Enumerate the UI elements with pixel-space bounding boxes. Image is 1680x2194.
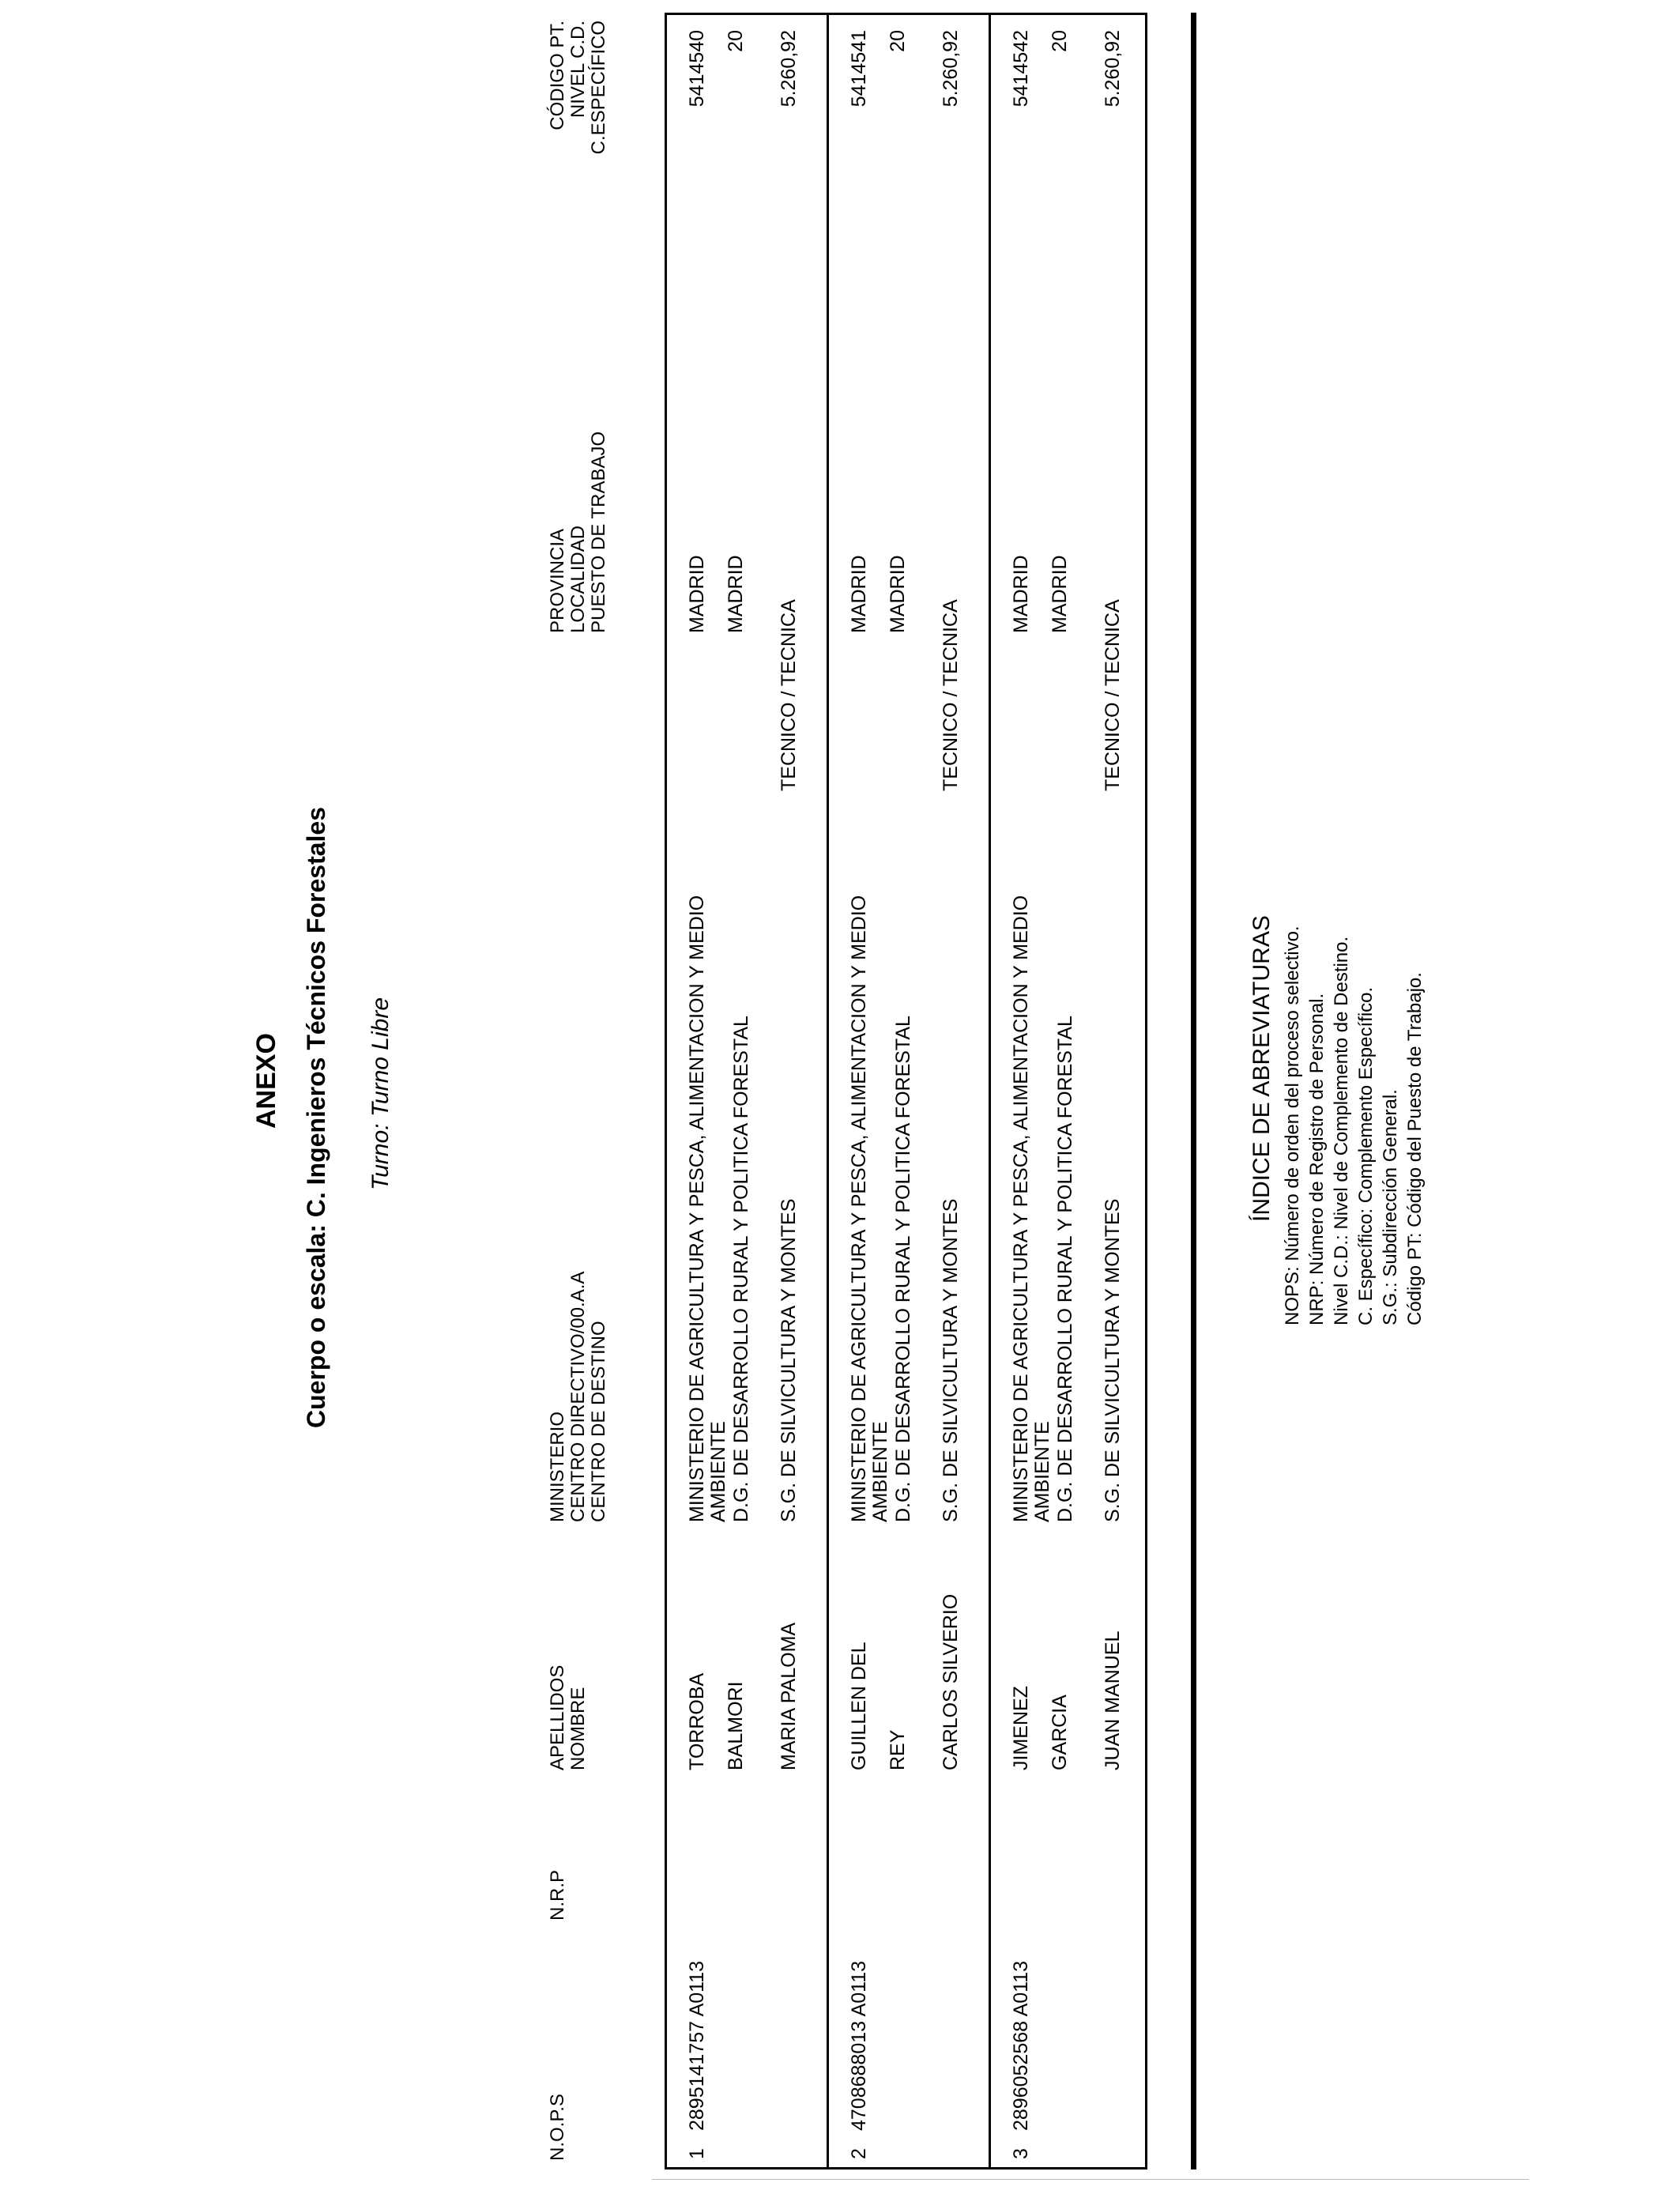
- row-ministerio-1: MINISTERIO DE AGRICULTURA Y PESCA, ALIMENTACION Y MEDIO: [1010, 895, 1032, 1522]
- turno-value: Turno Libre: [367, 997, 394, 1118]
- row-nombre: CARLOS SILVERIO: [940, 1593, 962, 1770]
- header-ministerio: MINISTERIO: [547, 1411, 568, 1522]
- header-especifico: C.ESPECÍFICO: [588, 21, 609, 155]
- row-puesto: TECNICO / TECNICA: [778, 599, 800, 791]
- header-provincia-block: [548, 432, 609, 633]
- header-apellidos-nombre: [548, 1665, 589, 1770]
- legend-line: C. Específico: Complemento Específico.: [1355, 986, 1377, 1325]
- row-nops: 1: [686, 2148, 708, 2159]
- header-puesto: PUESTO DE TRABAJO: [588, 431, 609, 633]
- header-nivel: NIVEL C.D.: [567, 21, 589, 119]
- row-divider-2: [989, 13, 991, 2169]
- row-centro-destino: S.G. DE SILVICULTURA Y MONTES: [940, 1198, 962, 1522]
- page-subtitle: Cuerpo o escala: C. Ingenieros Técnicos Forestales: [302, 806, 330, 1428]
- row-provincia: MADRID: [1010, 555, 1032, 633]
- page-title: ANEXO: [251, 1033, 281, 1129]
- header-nombre: NOMBRE: [567, 1687, 589, 1770]
- legend-line: NOPS: Número de orden del proceso selectivo.: [1282, 925, 1303, 1325]
- row-puesto: TECNICO / TECNICA: [940, 599, 962, 791]
- header-codigo-block: [548, 21, 609, 194]
- row-nivel: 20: [887, 30, 909, 52]
- legend-line: S.G.: Subdirección General.: [1380, 1089, 1401, 1325]
- row-puesto: TECNICO / TECNICA: [1102, 599, 1124, 791]
- header-centro-destino: CENTRO DE DESTINO: [588, 1321, 609, 1522]
- row-ministerio-2: AMBIENTE: [1031, 1421, 1053, 1522]
- row-centro-destino: S.G. DE SILVICULTURA Y MONTES: [778, 1198, 800, 1522]
- row-nivel: 20: [1049, 30, 1071, 52]
- header-localidad: LOCALIDAD: [567, 525, 589, 633]
- row-provincia: MADRID: [848, 555, 870, 633]
- row-especifico: 5.260,92: [778, 30, 800, 107]
- header-codigo: CÓDIGO PT.: [547, 21, 568, 130]
- legend-line: Código PT: Código del Puesto de Trabajo.: [1404, 972, 1426, 1325]
- turno-line: [367, 997, 394, 1190]
- row-centro-directivo: D.G. DE DESARROLLO RURAL Y POLITICA FORESTAL: [892, 1016, 914, 1522]
- row-especifico: 5.260,92: [940, 30, 962, 107]
- row-ministerio-1: MINISTERIO DE AGRICULTURA Y PESCA, ALIMENTACION Y MEDIO: [686, 895, 708, 1522]
- row-ministerio-2: AMBIENTE: [707, 1421, 729, 1522]
- header-nrp: N.R.P: [547, 1869, 568, 1921]
- row-apellido1: JIMENEZ: [1010, 1686, 1032, 1770]
- row-apellido2: GARCIA: [1049, 1695, 1071, 1770]
- legend-list: [1280, 925, 1427, 1325]
- row-apellido1: GUILLEN DEL: [848, 1642, 870, 1770]
- header-provincia: PROVINCIA: [547, 528, 568, 633]
- header-centro-directivo: CENTRO DIRECTIVO/00.A.A: [567, 1271, 589, 1522]
- row-apellido2: REY: [887, 1729, 909, 1770]
- row-nombre: JUAN MANUEL: [1102, 1630, 1124, 1770]
- turno-label: Turno:: [367, 1123, 394, 1190]
- row-apellido1: TORROBA: [686, 1672, 708, 1770]
- row-nops: 3: [1010, 2148, 1032, 2159]
- legend-line: Nivel C.D.: Nivel de Complemento de Destino.: [1331, 936, 1352, 1325]
- legend-title: ÍNDICE DE ABREVIATURAS: [1249, 915, 1275, 1222]
- row-codigo: 5414540: [686, 30, 708, 107]
- row-nrp: 2895141757 A0113: [686, 1960, 708, 2131]
- row-ministerio-1: MINISTERIO DE AGRICULTURA Y PESCA, ALIMENTACION Y MEDIO: [848, 895, 870, 1522]
- row-centro-destino: S.G. DE SILVICULTURA Y MONTES: [1102, 1198, 1124, 1522]
- row-nrp: 2896052568 A0113: [1010, 1960, 1032, 2131]
- row-localidad: MADRID: [725, 555, 747, 633]
- row-centro-directivo: D.G. DE DESARROLLO RURAL Y POLITICA FORESTAL: [1054, 1016, 1076, 1522]
- row-especifico: 5.260,92: [1102, 30, 1124, 107]
- bottom-rule: [1191, 13, 1196, 2169]
- row-divider-1: [827, 13, 829, 2169]
- row-centro-directivo: D.G. DE DESARROLLO RURAL Y POLITICA FORESTAL: [730, 1016, 752, 1522]
- row-localidad: MADRID: [887, 555, 909, 633]
- row-localidad: MADRID: [1049, 555, 1071, 633]
- row-nivel: 20: [725, 30, 747, 52]
- row-ministerio-2: AMBIENTE: [869, 1421, 891, 1522]
- row-nombre: MARIA PALOMA: [778, 1622, 800, 1770]
- left-guide-line: [652, 2179, 1529, 2180]
- row-provincia: MADRID: [686, 555, 708, 633]
- header-apellidos: APELLIDOS: [547, 1664, 568, 1770]
- row-codigo: 5414541: [848, 30, 870, 107]
- header-nops: N.O.P.S: [547, 2094, 568, 2161]
- row-nrp: 4708688013 A0113: [848, 1960, 870, 2131]
- row-nops: 2: [848, 2148, 870, 2159]
- header-ministerio-block: [548, 1272, 609, 1522]
- legend-line: NRP: Número de Registro de Personal.: [1306, 993, 1328, 1325]
- row-codigo: 5414542: [1010, 30, 1032, 107]
- row-apellido2: BALMORI: [725, 1681, 747, 1770]
